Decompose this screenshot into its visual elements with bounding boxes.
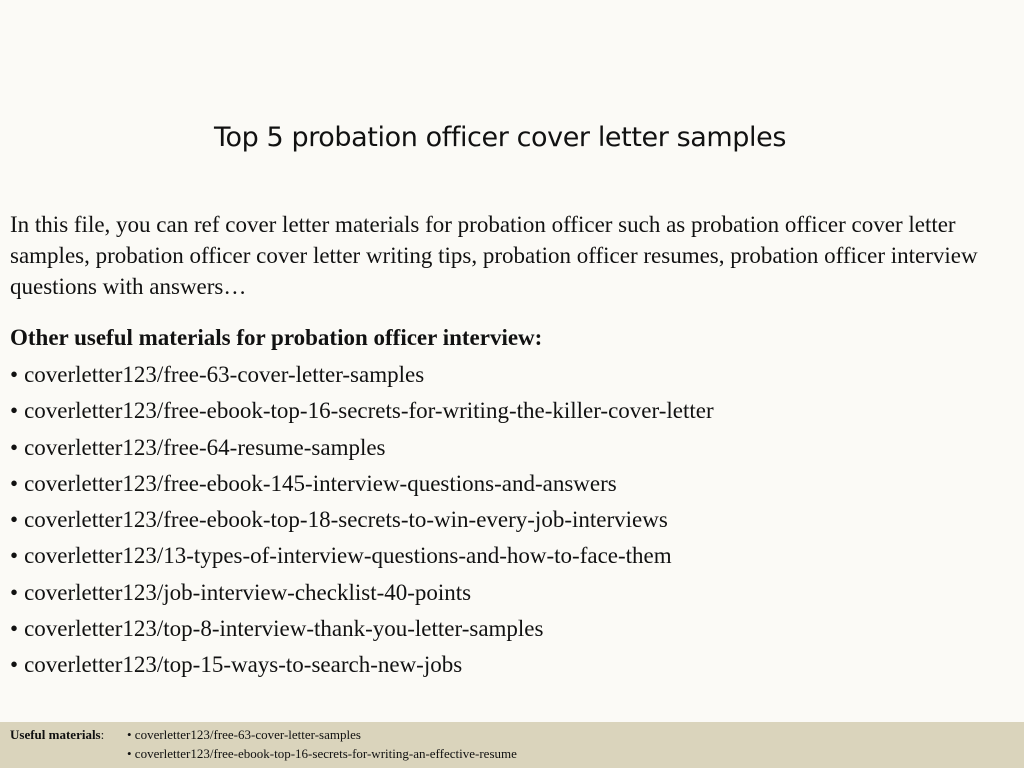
material-link[interactable]: coverletter123/free-63-cover-letter-samples xyxy=(24,362,425,387)
list-item xyxy=(10,502,1015,538)
material-link[interactable]: coverletter123/free-ebook-top-16-secrets-for-writing-the-killer-cover-letter xyxy=(24,398,714,424)
material-link[interactable]: coverletter123/free-ebook-top-18-secrets-to-win-every-job-interviews xyxy=(24,507,668,533)
bullet: • xyxy=(10,362,19,387)
footer-label-colon: : xyxy=(100,727,105,742)
materials-list xyxy=(10,357,1015,684)
intro-paragraph: In this file, you can ref cover letter materials for probation officer such as probation officer cover letter samples, probation officer cover letter writing tips, probation officer resumes, probation officer interview questions with answers… xyxy=(10,212,978,299)
footer-label-text: Useful materials xyxy=(10,727,101,742)
material-link[interactable]: coverletter123/free-ebook-145-interview-questions-and-answers xyxy=(24,470,617,496)
material-link[interactable]: coverletter123/job-interview-checklist-40-points xyxy=(24,579,472,605)
bullet: • xyxy=(10,616,19,642)
bullet: • xyxy=(10,470,19,496)
material-link[interactable]: coverletter123/top-15-ways-to-search-new-jobs xyxy=(24,652,463,678)
list-item xyxy=(10,430,1015,466)
list-item xyxy=(10,357,1015,393)
footer-link[interactable]: • coverletter123/free-63-cover-letter-samples xyxy=(127,727,361,742)
footer-label xyxy=(10,727,104,743)
bullet: • xyxy=(10,507,19,533)
bullet: • xyxy=(10,652,19,678)
list-item xyxy=(10,611,1015,647)
bullet: • xyxy=(10,543,19,569)
materials-heading: Other useful materials for probation officer interview: xyxy=(10,325,543,350)
material-link[interactable]: coverletter123/top-8-interview-thank-you-letter-samples xyxy=(24,616,544,642)
list-item xyxy=(10,538,1015,574)
list-item xyxy=(10,466,1015,502)
list-item xyxy=(10,393,1015,429)
footer-bar xyxy=(0,722,1024,768)
list-item xyxy=(10,647,1015,683)
slide-title: Top 5 probation officer cover letter samples xyxy=(213,122,787,153)
material-link[interactable]: coverletter123/free-64-resume-samples xyxy=(24,434,386,460)
bullet: • xyxy=(10,398,19,424)
bullet: • xyxy=(10,579,19,605)
footer-link[interactable]: • coverletter123/free-ebook-top-16-secrets-for-writing-an-effective-resume xyxy=(127,746,517,761)
material-link[interactable]: coverletter123/13-types-of-interview-questions-and-how-to-face-them xyxy=(24,543,672,569)
list-item xyxy=(10,575,1015,611)
bullet: • xyxy=(10,434,19,460)
